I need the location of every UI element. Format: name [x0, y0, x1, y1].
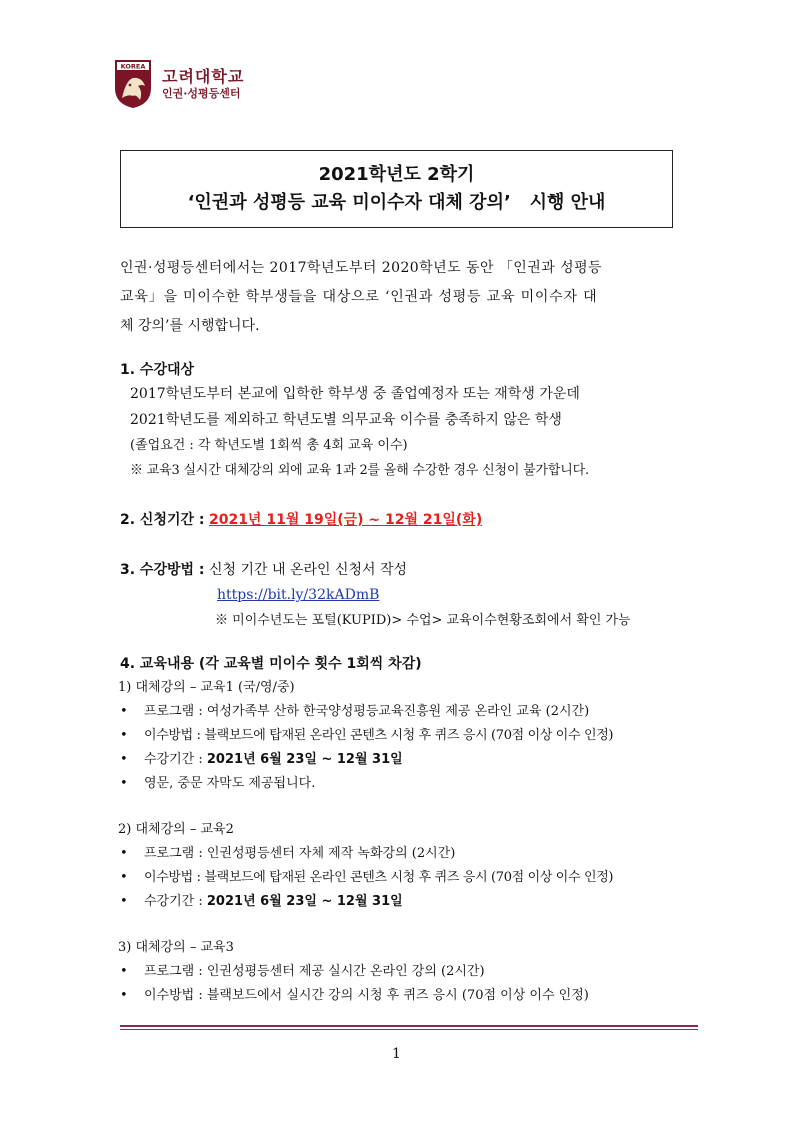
bullet-icon: •	[120, 894, 128, 909]
course-1-program: 프로그램 : 여성가족부 산하 한국양성평등교육진흥원 제공 온라인 교육 (2시간)	[144, 704, 590, 719]
bullet-icon: •	[120, 846, 128, 861]
bullet-icon: •	[120, 752, 128, 767]
section-1-line-1: 2017학년도부터 본교에 입학한 학부생 중 졸업예정자 또는 재학생 가운데	[130, 386, 580, 402]
section-1-note: ※ 교육3 실시간 대체강의 외에 교육 1과 2를 올해 수강한 경우 신청이 불가합니다.	[130, 463, 589, 478]
course-3-completion: 이수방법 : 블랙보드에서 실시간 강의 시청 후 퀴즈 응시 (70점 이상 이수 인정)	[144, 988, 589, 1003]
title-box	[120, 150, 673, 228]
course-2-period: 2021년 6월 23일 ~ 12월 31일	[206, 894, 403, 909]
intro-line-3: 체 강의’를 시행합니다.	[120, 318, 260, 334]
bullet-icon: •	[120, 704, 128, 719]
korea-university-seal-icon	[112, 58, 154, 110]
footer-divider	[120, 1025, 698, 1027]
page-number: 1	[392, 1046, 401, 1062]
course-3-program: 프로그램 : 인권성평등센터 제공 실시간 온라인 강의 (2시간)	[144, 964, 485, 979]
bullet-icon: •	[120, 728, 128, 743]
title-main: ‘인권과 성평등 교육 미이수자 대체 강의’ 시행 안내	[187, 192, 606, 213]
course-2-completion: 이수방법 : 블랙보드에 탑재된 온라인 콘텐츠 시청 후 퀴즈 응시 (70점 이상 이수 인정)	[144, 870, 614, 885]
intro-line-1: 인권·성평등센터에서는 2017학년도부터 2020학년도 동안 「인권과 성평등	[120, 260, 603, 276]
course-1-period-line	[144, 750, 403, 770]
section-3-note: ※ 미이수년도는 포털(KUPID)> 수업> 교육이수현황조회에서 확인 가능	[215, 613, 631, 628]
course-1-subtitles: 영문, 중문 자막도 제공됩니다.	[144, 776, 316, 791]
logo-center-name: 인권·성평등센터	[162, 87, 241, 100]
section-1-line-3: (졸업요건 : 각 학년도별 1회씩 총 4회 교육 이수)	[130, 438, 408, 453]
bullet-icon: •	[120, 988, 128, 1003]
course-1-period-label: 수강기간 :	[144, 752, 203, 767]
course-2-program: 프로그램 : 인권성평등센터 자체 제작 녹화강의 (2시간)	[144, 846, 456, 861]
bullet-icon: •	[120, 776, 128, 791]
seal-text: KOREA	[120, 62, 146, 71]
course-2-title: 2) 대체강의 – 교육2	[118, 822, 234, 837]
university-logo	[112, 58, 282, 114]
section-3	[120, 560, 407, 580]
section-3-method: 신청 기간 내 온라인 신청서 작성	[208, 562, 408, 578]
application-form-link[interactable]: https://bit.ly/32kADmB	[217, 587, 380, 603]
intro-line-2: 교육」을 미이수한 학부생들을 대상으로 ‘인권과 성평등 교육 미이수자 대	[120, 289, 598, 305]
section-1-heading: 1. 수강대상	[120, 362, 195, 378]
footer-divider-thin	[120, 1029, 698, 1030]
section-3-heading: 3. 수강방법 :	[120, 562, 205, 578]
title-semester: 2021학년도 2학기	[318, 164, 475, 185]
course-1-completion: 이수방법 : 블랙보드에 탑재된 온라인 콘텐츠 시청 후 퀴즈 응시 (70점 이상 이수 인정)	[144, 728, 614, 743]
course-2-period-label: 수강기간 :	[144, 894, 203, 909]
section-2-heading: 2. 신청기간 :	[120, 512, 205, 528]
section-2	[120, 510, 482, 530]
course-1-title: 1) 대체강의 – 교육1 (국/영/중)	[118, 680, 295, 695]
section-4-heading: 4. 교육내용 (각 교육별 미이수 횟수 1회씩 차감)	[120, 656, 422, 672]
bullet-icon: •	[120, 964, 128, 979]
application-period: 2021년 11월 19일(금) ~ 12월 21일(화)	[208, 512, 483, 528]
course-1-period: 2021년 6월 23일 ~ 12월 31일	[206, 752, 403, 767]
course-2-period-line	[144, 892, 403, 912]
course-3-title: 3) 대체강의 – 교육3	[118, 940, 234, 955]
logo-university-name: 고려대학교	[162, 67, 245, 86]
section-1-line-2: 2021학년도를 제외하고 학년도별 의무교육 이수를 충족하지 않은 학생	[130, 412, 562, 428]
bullet-icon: •	[120, 870, 128, 885]
